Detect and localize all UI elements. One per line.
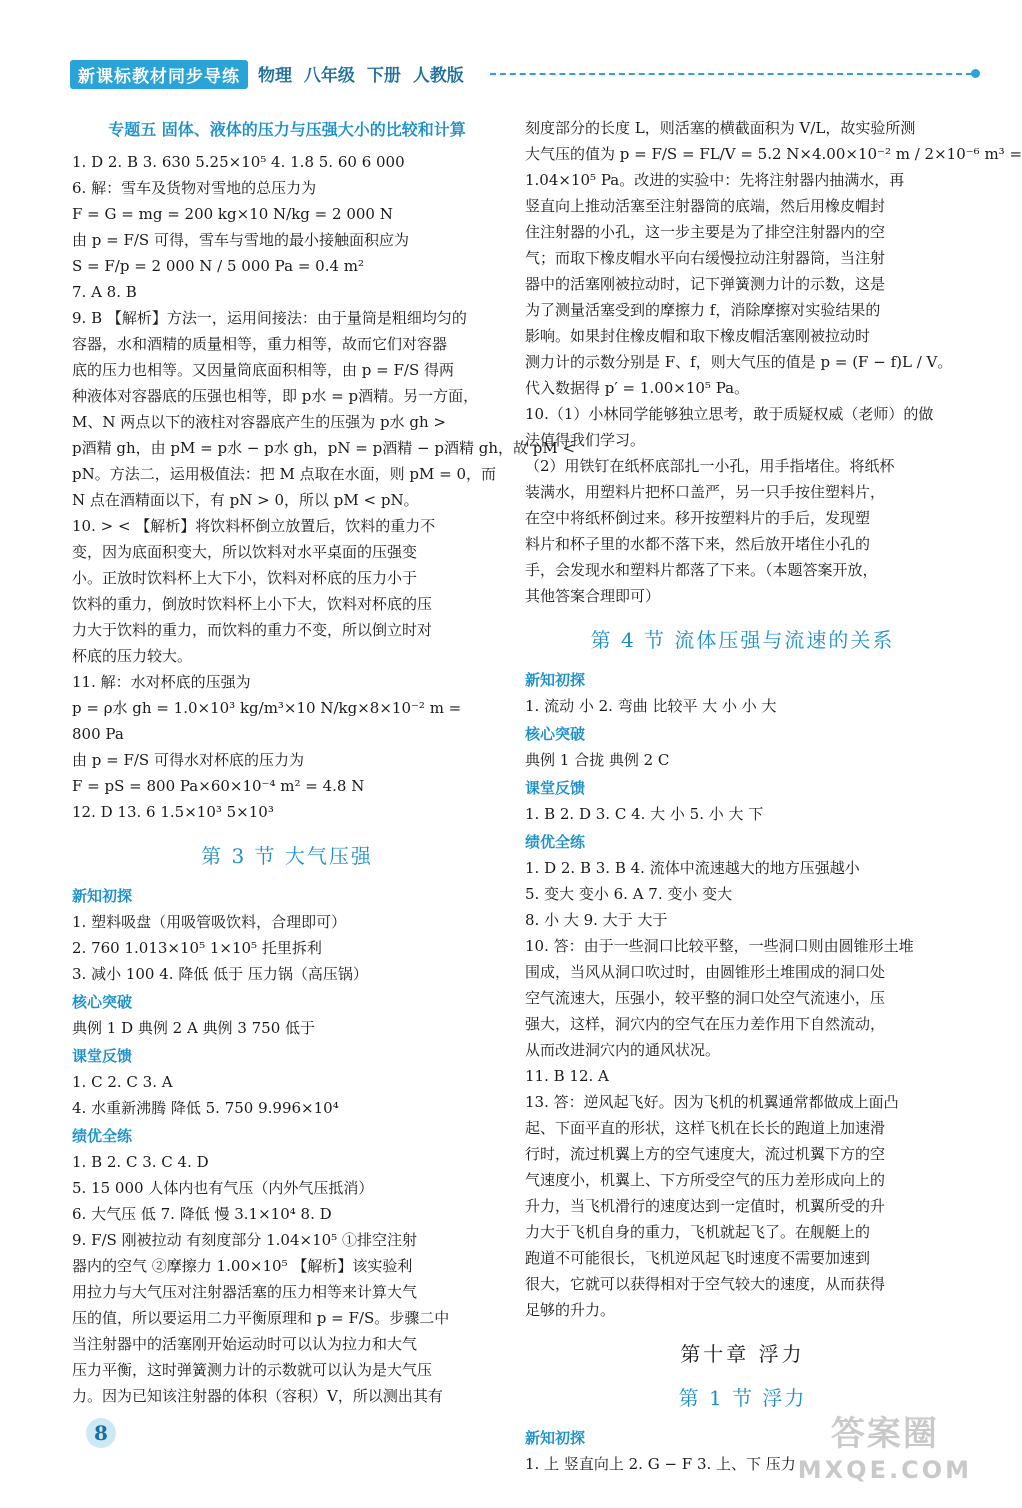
answer-line: 跑道不可能很长，飞机逆风起飞时速度不需要加速到 (525, 1249, 871, 1267)
page-header (70, 58, 990, 92)
right-column (525, 115, 1022, 1477)
answer-line: 行时，流过机翼上方的空气速度大，流过机翼下方的空 (525, 1145, 886, 1163)
answer-line: 法值得我们学习。 (525, 431, 646, 449)
answer-line: 13. 答：逆风起飞好。因为飞机的机翼通常都做成上面凸 (525, 1093, 899, 1111)
series-title: 新课标教材同步导练 (70, 60, 248, 89)
answer-line: 1.04×10⁵ Pa。改进的实验中：先将注射器内抽满水，再 (525, 171, 905, 189)
answer-line: 典例 1 D 典例 2 A 典例 3 750 低于 (72, 1019, 316, 1037)
answer-line: S = F/p = 2 000 N / 5 000 Pa = 0.4 m² (72, 257, 365, 275)
answer-line: 10.（1）小林同学能够独立思考，敢于质疑权威（老师）的做 (525, 405, 934, 423)
answer-line: 竖直向上推动活塞至注射器筒的底端，然后用橡皮帽封 (525, 197, 886, 215)
answer-line: p = ρ水 gh = 1.0×10³ kg/m³×10 N/kg×8×10⁻² m = (72, 699, 462, 717)
answer-line: 11. 解：水对杯底的压强为 (72, 673, 251, 691)
answer-line: 很大，它就可以获得相对于空气较大的速度，从而获得 (525, 1275, 886, 1293)
subsection-label: 绩优全练 (525, 833, 586, 851)
answer-line: 力大于飞机自身的重力，飞机就起飞了。在舰艇上的 (525, 1223, 871, 1241)
answer-line: 器中的活塞刚被拉动时，记下弹簧测力计的示数，这是 (525, 275, 886, 293)
answer-line: 饮料的重力，倒放时饮料杯上小下大，饮料对杯底的压 (72, 595, 433, 613)
answer-line: 其他答案合理即可） (525, 587, 661, 605)
subsection-label: 核心突破 (525, 725, 586, 743)
answer-line: 9. F/S 刚被拉动 有刻度部分 1.04×10⁵ ①排空注射 (72, 1231, 417, 1249)
answer-line: 3. 减小 100 4. 降低 低于 压力锅（高压锅） (72, 965, 368, 983)
answer-line: 12. D 13. 6 1.5×10³ 5×10³ (72, 803, 274, 821)
answer-line: 压力平衡，这时弹簧测力计的示数就可以认为是大气压 (72, 1361, 433, 1379)
answer-line: M、N 两点以下的液柱对容器底产生的压强为 p水 gh > (72, 413, 446, 431)
answer-line: 5. 变大 变小 6. A 7. 变小 变大 (525, 885, 733, 903)
answer-line: 1. 流动 小 2. 弯曲 比较平 大 小 小 大 (525, 697, 777, 715)
answer-line: 9. B 【解析】方法一，运用间接法：由于量筒是粗细均匀的 (72, 309, 467, 327)
answer-line: 杯底的压力较大。 (72, 647, 193, 665)
answer-line: 6. 大气压 低 7. 降低 慢 3.1×10⁴ 8. D (72, 1205, 332, 1223)
answer-line: 2. 760 1.013×10⁵ 1×10⁵ 托里拆利 (72, 939, 322, 957)
watermark-main: 答案圈 (830, 1414, 939, 1454)
answer-line: 1. D 2. B 3. B 4. 流体中流速越大的地方压强越小 (525, 859, 860, 877)
answer-line: 底的压力也相等。又因量筒底面积相等，由 p = F/S 得两 (72, 361, 454, 379)
answer-line: 力。因为已知该注射器的体积（容积）V，所以测出其有 (72, 1387, 443, 1405)
answer-line: 压的值，所以要运用二力平衡原理和 p = F/S。步骤二中 (72, 1309, 450, 1327)
subsection-label: 核心突破 (72, 993, 133, 1011)
answer-line: 住注射器的小孔，这一步主要是为了排空注射器内的空 (525, 223, 886, 241)
answer-line: 大气压的值为 p = F/S = FL/V = 5.2 N×4.00×10⁻² m / 2×10⁻⁶ m³ = (525, 145, 1022, 163)
answer-line: 变，因为底面积变大，所以饮料对水平桌面的压强变 (72, 543, 418, 561)
book-meta: 物理 八年级 下册 人教版 (258, 66, 464, 86)
answer-line: （2）用铁钉在纸杯底部扎一小孔，用手指堵住。将纸杯 (525, 457, 895, 475)
answer-line: 10. > < 【解析】将饮料杯倒立放置后，饮料的重力不 (72, 517, 436, 535)
answer-line: 4. 水重新沸腾 降低 5. 750 9.996×10⁴ (72, 1099, 339, 1117)
answer-line: 由 p = F/S 可得，雪车与雪地的最小接触面积应为 (72, 231, 409, 249)
answer-line: 容器，水和酒精的质量相等，重力相等，故而它们对容器 (72, 335, 448, 353)
subsection-label: 新知初探 (525, 1429, 586, 1447)
answer-line: 种液体对容器底的压强也相等，即 p水 = p酒精。另一方面， (72, 387, 479, 405)
answer-line: 7. A 8. B (72, 283, 137, 301)
answer-line: 足够的升力。 (525, 1301, 616, 1319)
answer-line: 为了测量活塞受到的摩擦力 f，消除摩擦对实验结果的 (525, 301, 881, 319)
answer-line: 器内的空气 ②摩擦力 1.00×10⁵ 【解析】该实验利 (72, 1257, 413, 1275)
subsection-label: 新知初探 (525, 671, 586, 689)
answer-line: 从而改进洞穴内的通风状况。 (525, 1041, 721, 1059)
answer-line: 5. 15 000 人体内也有气压（内外气压抵消） (72, 1179, 374, 1197)
answer-line: pN。方法二，运用极值法：把 M 点取在水面，则 pM = 0，而 (72, 465, 497, 483)
section-heading: 第 4 节 流体压强与流速的关系 (590, 628, 895, 652)
subsection-label: 绩优全练 (72, 1127, 133, 1145)
answer-line: 空气流速大，压强小，较平整的洞口处空气流速小，压 (525, 989, 886, 1007)
watermark (798, 1416, 972, 1488)
answer-line: 11. B 12. A (525, 1067, 609, 1085)
answer-line: 10. 答：由于一些洞口比较平整，一些洞口则由圆锥形土堆 (525, 937, 914, 955)
answer-line: F = G = mg = 200 kg×10 N/kg = 2 000 N (72, 205, 393, 223)
answer-line: 力大于饮料的重力，而饮料的重力不变，所以倒立时对 (72, 621, 433, 639)
answer-line: 强大，这样，洞穴内的空气在压力差作用下自然流动， (525, 1015, 886, 1033)
answer-line: 1. 上 竖直向上 2. G − F 3. 上、下 压力 (525, 1455, 796, 1473)
header-dot (971, 69, 980, 78)
answer-line: 在空中将纸杯倒过来。移开按塑料片的手后，发现塑 (525, 509, 871, 527)
topic-heading: 专题五 固体、液体的压力与压强大小的比较和计算 (108, 120, 466, 139)
answer-line: 气；而取下橡皮帽水平向右缓慢拉动注射器筒，当注射 (525, 249, 886, 267)
answer-line: 装满水，用塑料片把杯口盖严，另一只手按住塑料片， (525, 483, 886, 501)
answer-line: 影响。如果封住橡皮帽和取下橡皮帽活塞刚被拉动时 (525, 327, 871, 345)
answer-line: 6. 解：雪车及货物对雪地的总压力为 (72, 179, 317, 197)
chapter-heading: 第十章 浮力 (680, 1342, 805, 1366)
answer-line: N 点在酒精面以下，有 pN > 0，所以 pM < pN。 (72, 491, 419, 509)
answer-line: 由 p = F/S 可得水对杯底的压力为 (72, 751, 304, 769)
section-heading: 第 3 节 大气压强 (201, 844, 373, 868)
answer-line: 刻度部分的长度 L，则活塞的横截面积为 V/L，故实验所测 (525, 119, 916, 137)
answer-line: 8. 小 大 9. 大于 大于 (525, 911, 668, 929)
answer-line: F = pS = 800 Pa×60×10⁻⁴ m² = 4.8 N (72, 777, 365, 795)
answer-line: 当注射器中的活塞刚开始运动时可以认为拉力和大气 (72, 1335, 418, 1353)
subsection-label: 课堂反馈 (525, 779, 586, 797)
subsection-label: 课堂反馈 (72, 1047, 133, 1065)
header-divider (490, 73, 972, 75)
answer-line: 800 Pa (72, 725, 124, 743)
section-heading: 第 1 节 浮力 (678, 1386, 807, 1410)
answer-line: p酒精 gh，由 pM = p水 − p水 gh，pN = p酒精 − p酒精 gh，故 pM < (72, 439, 576, 457)
subsection-label: 新知初探 (72, 887, 133, 905)
answer-line: 测力计的示数分别是 F、f，则大气压的值是 p = (F − f)L / V。 (525, 353, 953, 371)
answer-line: 升力，当飞机滑行的速度达到一定值时，机翼所受的升 (525, 1197, 886, 1215)
answer-line: 气速度小，机翼上、下方所受空气的压力差形成向上的 (525, 1171, 886, 1189)
answer-line: 1. C 2. C 3. A (72, 1073, 173, 1091)
answer-line: 1. B 2. D 3. C 4. 大 小 5. 小 大 下 (525, 805, 764, 823)
answer-line: 手，会发现水和塑料片都落了下来。（本题答案开放， (525, 561, 878, 579)
answer-line: 小。正放时饮料杯上大下小，饮料对杯底的压力小于 (72, 569, 418, 587)
answer-line: 料片和杯子里的水都不落下来，然后放开堵住小孔的 (525, 535, 871, 553)
answer-line: 用拉力与大气压对注射器活塞的压力相等来计算大气 (72, 1283, 418, 1301)
page-number: 8 (86, 1418, 116, 1448)
watermark-url: MXQE.COM (797, 1456, 972, 1484)
answer-line: 1. B 2. C 3. C 4. D (72, 1153, 209, 1171)
answer-line: 围成，当风从洞口吹过时，由圆锥形土堆围成的洞口处 (525, 963, 886, 981)
answer-line: 典例 1 合拢 典例 2 C (525, 751, 670, 769)
answer-line: 起、下面平直的形状，这样飞机在长长的跑道上加速滑 (525, 1119, 886, 1137)
answer-line: 代入数据得 p′ = 1.00×10⁵ Pa。 (525, 379, 750, 397)
answer-line: 1. D 2. B 3. 630 5.25×10⁵ 4. 1.8 5. 60 6 000 (72, 153, 405, 171)
answer-line: 1. 塑料吸盘（用吸管吸饮料，合理即可） (72, 913, 347, 931)
